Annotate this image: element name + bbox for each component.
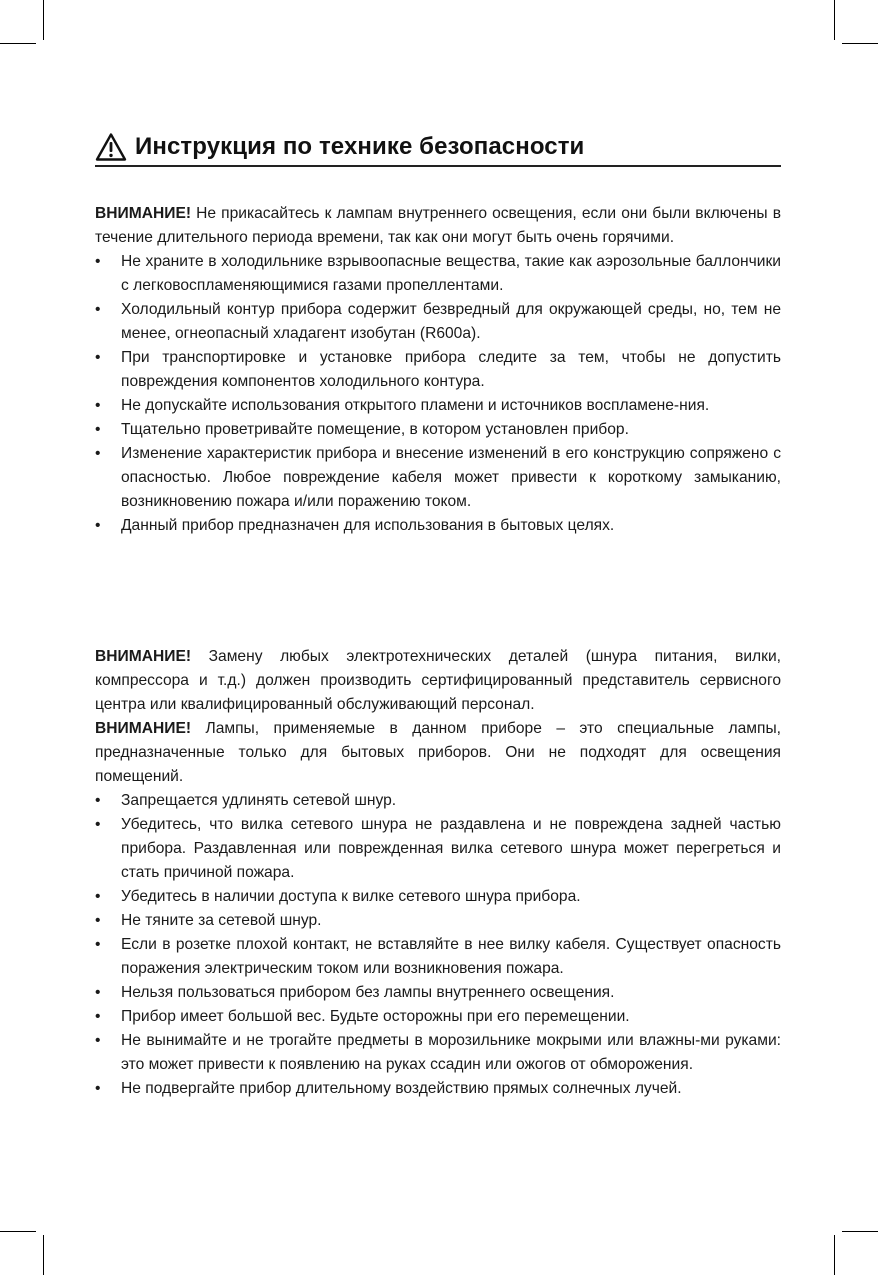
- warning-label: ВНИМАНИЕ!: [95, 720, 192, 737]
- bullet: •: [95, 1032, 101, 1049]
- list-item: [95, 394, 781, 418]
- list-item-text: Данный прибор предназначен для использования в бытовых целях.: [121, 517, 615, 534]
- list-item-text: Нельзя пользоваться прибором без лампы внутреннего освещения.: [121, 984, 615, 1001]
- list-item: [95, 298, 781, 346]
- crop-mark-top-left-horizontal: [0, 43, 36, 44]
- warning-label: ВНИМАНИЕ!: [95, 205, 192, 222]
- warning-text: Не прикасайтесь к лампам внутреннего освещения, если они были включены в течение длительного периода времени, так как они могут быть очень горячими.: [95, 205, 781, 246]
- warning-text: Замену любых электротехнических деталей (шнура питания, вилки, компрессора и т.д.) должен производить сертифицированный представитель сервисного центра или квалифицированный обслуживающий персонал.: [95, 648, 781, 713]
- list-item: [95, 346, 781, 394]
- list-item-text: Убедитесь, что вилка сетевого шнура не раздавлена и не повреждена задней частью прибора. Раздавленная или поврежденная вилка сетевого шнура может перегреться и стать причиной пожара.: [121, 816, 781, 881]
- list-item: [95, 909, 781, 933]
- bullet: •: [95, 1008, 101, 1025]
- bullet: •: [95, 517, 101, 534]
- bullet: •: [95, 421, 101, 438]
- list-item: [95, 1077, 781, 1101]
- crop-mark-top-right-vertical: [834, 0, 835, 40]
- bullet: •: [95, 912, 101, 929]
- list-item-text: Не тяните за сетевой шнур.: [121, 912, 322, 929]
- list-item-text: Убедитесь в наличии доступа к вилке сетевого шнура прибора.: [121, 888, 581, 905]
- list-item-text: Тщательно проветривайте помещение, в котором установлен прибор.: [121, 421, 629, 438]
- list-item-text: Не допускайте использования открытого пламени и источников воспламене-ния.: [121, 397, 710, 414]
- bullet: •: [95, 445, 101, 462]
- warning-label: ВНИМАНИЕ!: [95, 648, 192, 665]
- list-item: [95, 1005, 781, 1029]
- list-item: [95, 813, 781, 885]
- section-heading: [95, 130, 781, 164]
- bullet: •: [95, 888, 101, 905]
- list-item: [95, 789, 781, 813]
- list-item: [95, 1029, 781, 1077]
- bullet: •: [95, 792, 101, 809]
- crop-mark-bottom-left-vertical: [43, 1235, 44, 1275]
- list-item: [95, 981, 781, 1005]
- list-item-text: Запрещается удлинять сетевой шнур.: [121, 792, 397, 809]
- bullet: •: [95, 349, 101, 366]
- warning-paragraph: [95, 645, 781, 717]
- list-item-text: Не вынимайте и не трогайте предметы в морозильнике мокрыми или влажны-ми руками: это может привести к появлению на руках ссадин или ожогов от обморожения.: [121, 1032, 781, 1073]
- bullet-list: [95, 250, 781, 538]
- list-item-text: Не храните в холодильнике взрывоопасные вещества, такие как аэрозольные баллончики с легковоспламеняющимися газами пропеллентами.: [121, 253, 781, 294]
- crop-mark-bottom-right-vertical: [834, 1235, 835, 1275]
- bullet: •: [95, 936, 101, 953]
- crop-mark-top-right-horizontal: [842, 43, 878, 44]
- list-item: [95, 933, 781, 981]
- warning-triangle-icon: [95, 132, 127, 162]
- safety-section-1: [95, 202, 781, 538]
- bullet: •: [95, 984, 101, 1001]
- list-item-text: При транспортировке и установке прибора следите за тем, чтобы не допустить повреждения компонентов холодильного контура.: [121, 349, 781, 390]
- list-item: [95, 514, 781, 538]
- list-item: [95, 885, 781, 909]
- safety-section-2: [95, 645, 781, 1101]
- list-item-text: Прибор имеет большой вес. Будьте осторожны при его перемещении.: [121, 1008, 630, 1025]
- bullet: •: [95, 1080, 101, 1097]
- bullet: •: [95, 397, 101, 414]
- crop-mark-top-left-vertical: [43, 0, 44, 40]
- heading-underline: [95, 165, 781, 167]
- page-title: Инструкция по технике безопасности: [135, 133, 585, 160]
- list-item: [95, 418, 781, 442]
- list-item-text: Холодильный контур прибора содержит безвредный для окружающей среды, но, тем не менее, огнеопасный хладагент изобутан (R600a).: [121, 301, 781, 342]
- warning-text: Лампы, применяемые в данном приборе – это специальные лампы, предназначенные только для бытовых приборов. Они не подходят для освещения помещений.: [95, 720, 781, 785]
- list-item: [95, 442, 781, 514]
- crop-mark-bottom-right-horizontal: [842, 1231, 878, 1232]
- warning-paragraph: [95, 717, 781, 789]
- crop-mark-bottom-left-horizontal: [0, 1231, 36, 1232]
- list-item: [95, 250, 781, 298]
- list-item-text: Если в розетке плохой контакт, не вставляйте в нее вилку кабеля. Существует опасность поражения электрическим током или возникновения пожара.: [121, 936, 781, 977]
- bullet: •: [95, 816, 101, 833]
- bullet-list: [95, 789, 781, 1101]
- bullet: •: [95, 301, 101, 318]
- list-item-text: Не подвергайте прибор длительному воздействию прямых солнечных лучей.: [121, 1080, 682, 1097]
- list-item-text: Изменение характеристик прибора и внесение изменений в его конструкцию сопряжено с опасностью. Любое повреждение кабеля может привести к короткому замыканию, возникновению пожара и/или поражению током.: [121, 445, 781, 510]
- bullet: •: [95, 253, 101, 270]
- warning-paragraph: [95, 202, 781, 250]
